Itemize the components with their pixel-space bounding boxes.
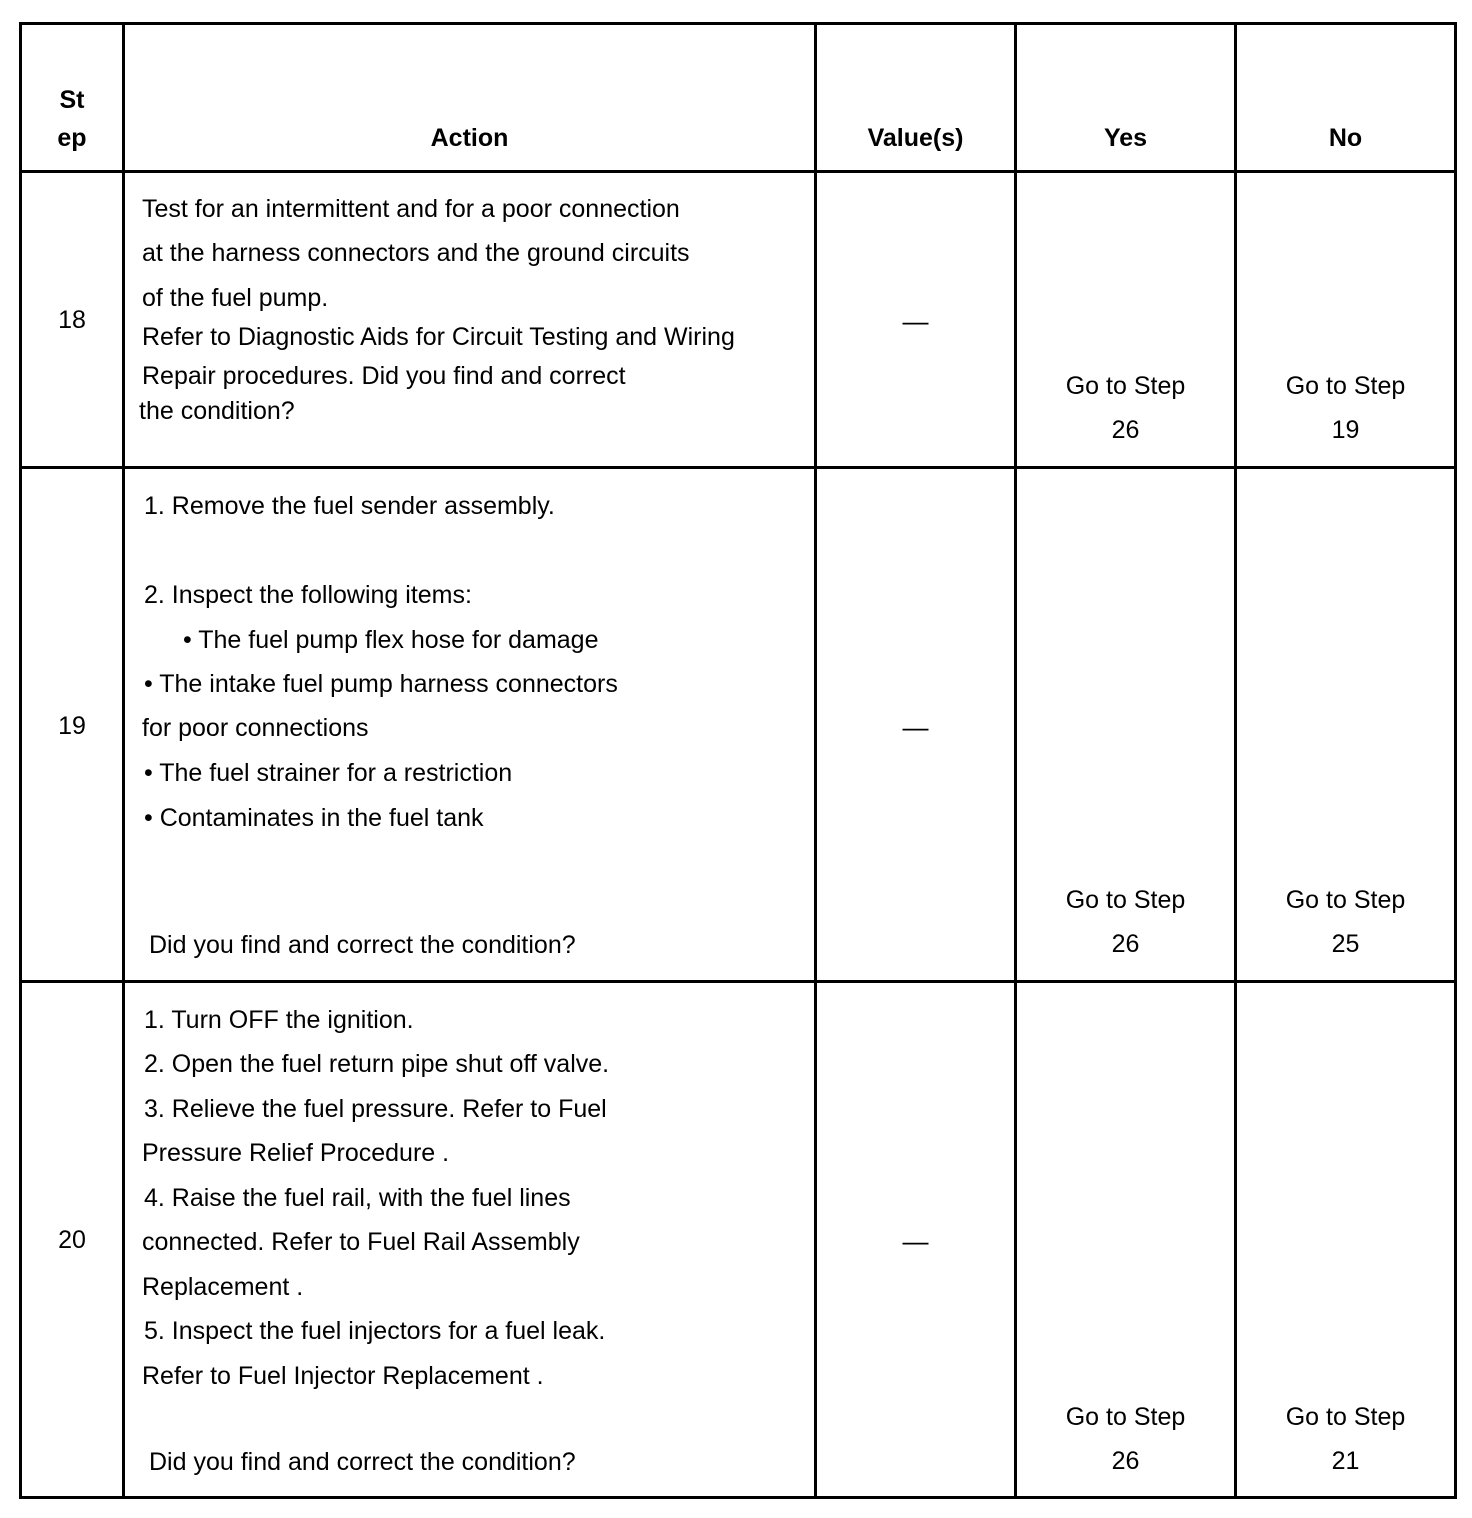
header-yes xyxy=(1016,24,1236,172)
action-line: 1. Turn OFF the ignition. xyxy=(144,1006,414,1034)
header-action-label: Action xyxy=(430,124,509,152)
table-row xyxy=(21,982,1456,1498)
step-number: 18 xyxy=(58,306,86,334)
yes-cell xyxy=(1016,172,1236,468)
action-cell xyxy=(124,468,816,982)
header-step-line2: ep xyxy=(57,124,87,152)
action-line: 2. Inspect the following items: xyxy=(144,581,472,609)
header-yes-label: Yes xyxy=(1103,124,1148,152)
action-line: Pressure Relief Procedure . xyxy=(142,1139,450,1167)
value-dash: — xyxy=(902,712,929,742)
header-action xyxy=(124,24,816,172)
header-no-label: No xyxy=(1328,124,1363,152)
action-line: Test for an intermittent and for a poor connection xyxy=(142,195,680,223)
step-cell xyxy=(21,172,124,468)
step-number: 19 xyxy=(58,712,86,740)
action-cell xyxy=(124,982,816,1498)
table-row xyxy=(21,468,1456,982)
no-cell xyxy=(1236,982,1456,1498)
header-no xyxy=(1236,24,1456,172)
action-line: 5. Inspect the fuel injectors for a fuel leak. xyxy=(144,1317,606,1345)
action-line: • The intake fuel pump harness connectors xyxy=(144,670,618,698)
no-goto-label: Go to Step xyxy=(1285,1403,1406,1431)
yes-goto-label: Go to Step xyxy=(1065,886,1186,914)
diagnostic-table xyxy=(19,22,1457,1499)
header-values-label: Value(s) xyxy=(867,124,964,152)
yes-goto-label: Go to Step xyxy=(1065,372,1186,400)
yes-cell xyxy=(1016,982,1236,1498)
action-line: Did you find and correct the condition? xyxy=(149,931,576,959)
action-line: 2. Open the fuel return pipe shut off valve. xyxy=(144,1050,610,1078)
action-line: • The fuel strainer for a restriction xyxy=(144,759,513,787)
yes-goto-step: 26 xyxy=(1111,1447,1140,1475)
value-dash: — xyxy=(902,306,929,336)
action-line: Did you find and correct the condition? xyxy=(149,1448,576,1476)
header-step xyxy=(21,24,124,172)
action-line: Refer to Diagnostic Aids for Circuit Testing and Wiring xyxy=(142,323,735,351)
action-line: 1. Remove the fuel sender assembly. xyxy=(144,492,555,520)
action-line: 4. Raise the fuel rail, with the fuel lines xyxy=(144,1184,571,1212)
action-line: connected. Refer to Fuel Rail Assembly xyxy=(142,1228,580,1256)
action-line: at the harness connectors and the ground circuits xyxy=(142,239,690,267)
value-cell xyxy=(816,982,1016,1498)
table-row xyxy=(21,172,1456,468)
action-line: for poor connections xyxy=(142,714,369,742)
no-cell xyxy=(1236,468,1456,982)
action-line: of the fuel pump. xyxy=(142,284,329,312)
action-line: Replacement . xyxy=(142,1273,304,1301)
step-cell xyxy=(21,468,124,982)
yes-cell xyxy=(1016,468,1236,982)
table-header-row xyxy=(21,24,1456,172)
step-number: 20 xyxy=(58,1226,86,1254)
action-line: • Contaminates in the fuel tank xyxy=(144,804,484,832)
no-goto-label: Go to Step xyxy=(1285,372,1406,400)
no-goto-step: 25 xyxy=(1331,930,1360,958)
no-cell xyxy=(1236,172,1456,468)
no-goto-label: Go to Step xyxy=(1285,886,1406,914)
action-line: Refer to Fuel Injector Replacement . xyxy=(142,1362,544,1390)
action-line: 3. Relieve the fuel pressure. Refer to Fuel xyxy=(144,1095,607,1123)
header-values xyxy=(816,24,1016,172)
value-dash: — xyxy=(902,1226,929,1256)
step-cell xyxy=(21,982,124,1498)
yes-goto-label: Go to Step xyxy=(1065,1403,1186,1431)
action-line: the condition? xyxy=(139,397,295,425)
no-goto-step: 19 xyxy=(1331,416,1360,444)
value-cell xyxy=(816,468,1016,982)
no-goto-step: 21 xyxy=(1331,1447,1360,1475)
action-cell xyxy=(124,172,816,468)
value-cell xyxy=(816,172,1016,468)
yes-goto-step: 26 xyxy=(1111,416,1140,444)
action-line: • The fuel pump flex hose for damage xyxy=(183,626,599,654)
yes-goto-step: 26 xyxy=(1111,930,1140,958)
header-step-line1: St xyxy=(59,86,85,114)
action-line: Repair procedures. Did you find and correct xyxy=(142,362,626,390)
